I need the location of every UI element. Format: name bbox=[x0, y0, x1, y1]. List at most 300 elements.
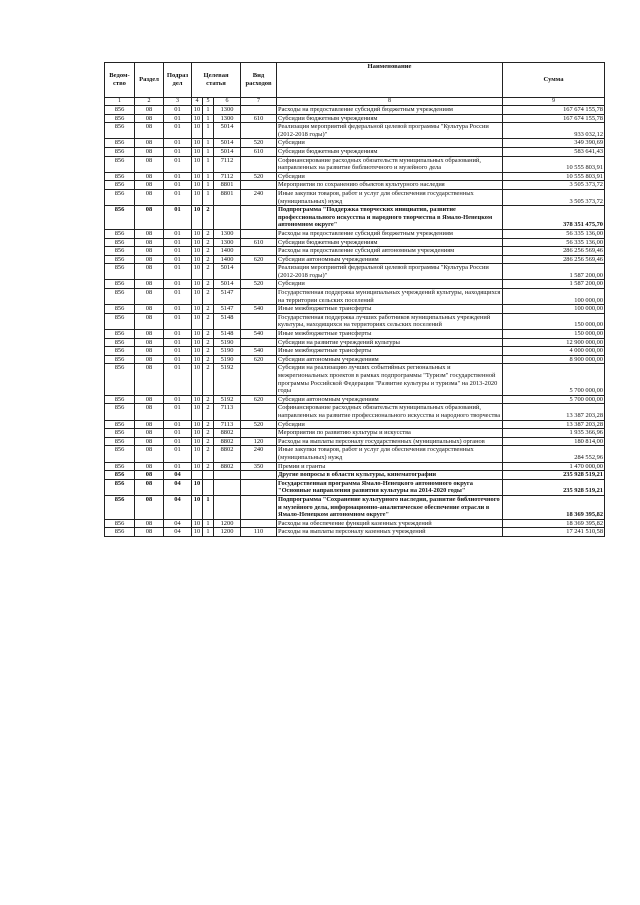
cell-celevaya-c: 5192 bbox=[214, 395, 241, 404]
cell-razdel: 08 bbox=[135, 181, 164, 190]
table-row bbox=[105, 420, 605, 429]
table-row bbox=[105, 264, 605, 280]
cell-celevaya-c: 5014 bbox=[214, 264, 241, 280]
cell-name: Подпрограмма "Сохранение культурного наследия, развитие библиотечного и музейного дела, информационно-аналитическое обеспечение отрасли в Ямало-Ненецком автономном округе" bbox=[277, 495, 503, 519]
cell-celevaya-b: 1 bbox=[203, 106, 214, 115]
cell-vid bbox=[241, 495, 277, 519]
cell-ved: 856 bbox=[105, 189, 135, 205]
cell-name: Субсидии bbox=[277, 139, 503, 148]
cell-sum: 235 928 519,21 bbox=[503, 479, 605, 495]
cell-celevaya-c: 5014 bbox=[214, 147, 241, 156]
table-row bbox=[105, 181, 605, 190]
cell-name: Субсидии бюджетным учреждениям bbox=[277, 238, 503, 247]
cell-podrazdel: 01 bbox=[164, 404, 192, 420]
cell-celevaya-a: 10 bbox=[192, 364, 203, 395]
cell-celevaya-b: 1 bbox=[203, 189, 214, 205]
cell-name: Субсидии на реализацию лучших событийных региональных и межрегиональных проектов в рамках подпрограммы "Туризм" государственной программы Российской Федерации "Развитие культуры и туризма" на 2013-2020 годы bbox=[277, 364, 503, 395]
cell-ved: 856 bbox=[105, 404, 135, 420]
col-number: 8 bbox=[277, 98, 503, 106]
cell-vid bbox=[241, 123, 277, 139]
cell-vid bbox=[241, 181, 277, 190]
cell-ved: 856 bbox=[105, 139, 135, 148]
cell-ved: 856 bbox=[105, 355, 135, 364]
cell-podrazdel: 01 bbox=[164, 147, 192, 156]
table-row bbox=[105, 355, 605, 364]
cell-name: Субсидии bbox=[277, 280, 503, 289]
cell-razdel: 08 bbox=[135, 172, 164, 181]
cell-razdel: 08 bbox=[135, 395, 164, 404]
cell-celevaya-c: 1200 bbox=[214, 528, 241, 537]
cell-celevaya-b: 1 bbox=[203, 172, 214, 181]
cell-name: Субсидии автономным учреждениям bbox=[277, 255, 503, 264]
cell-celevaya-a: 10 bbox=[192, 330, 203, 339]
cell-celevaya-b: 2 bbox=[203, 446, 214, 462]
table-row bbox=[105, 395, 605, 404]
cell-celevaya-b bbox=[203, 479, 214, 495]
header-ved: Ведом-ство bbox=[105, 63, 135, 98]
cell-celevaya-c: 5014 bbox=[214, 280, 241, 289]
cell-celevaya-c bbox=[214, 479, 241, 495]
cell-razdel: 08 bbox=[135, 519, 164, 528]
cell-podrazdel: 01 bbox=[164, 264, 192, 280]
cell-celevaya-b: 2 bbox=[203, 355, 214, 364]
cell-razdel: 08 bbox=[135, 147, 164, 156]
cell-sum: 17 241 510,58 bbox=[503, 528, 605, 537]
cell-name: Государственная поддержка муниципальных учреждений культуры, находящихся на территории сельских поселений bbox=[277, 289, 503, 305]
cell-razdel: 08 bbox=[135, 238, 164, 247]
cell-podrazdel: 01 bbox=[164, 106, 192, 115]
cell-celevaya-c: 5148 bbox=[214, 313, 241, 329]
cell-ved: 856 bbox=[105, 172, 135, 181]
cell-sum: 378 351 475,70 bbox=[503, 206, 605, 230]
cell-celevaya-a: 10 bbox=[192, 313, 203, 329]
cell-vid bbox=[241, 519, 277, 528]
cell-celevaya-b: 2 bbox=[203, 305, 214, 314]
cell-vid bbox=[241, 289, 277, 305]
cell-razdel: 08 bbox=[135, 280, 164, 289]
cell-name: Другие вопросы в области культуры, кинематографии bbox=[277, 471, 503, 480]
table-row bbox=[105, 519, 605, 528]
cell-celevaya-b: 2 bbox=[203, 264, 214, 280]
cell-celevaya-c: 1400 bbox=[214, 255, 241, 264]
cell-celevaya-c bbox=[214, 471, 241, 480]
cell-podrazdel: 01 bbox=[164, 123, 192, 139]
cell-sum: 13 387 203,28 bbox=[503, 420, 605, 429]
budget-table-page bbox=[104, 62, 604, 537]
cell-vid bbox=[241, 404, 277, 420]
cell-podrazdel: 01 bbox=[164, 437, 192, 446]
cell-vid bbox=[241, 264, 277, 280]
cell-vid bbox=[241, 429, 277, 438]
cell-razdel: 08 bbox=[135, 495, 164, 519]
cell-celevaya-b: 2 bbox=[203, 347, 214, 356]
cell-sum: 13 387 203,28 bbox=[503, 404, 605, 420]
cell-podrazdel: 01 bbox=[164, 181, 192, 190]
cell-name: Субсидии автономным учреждениям bbox=[277, 395, 503, 404]
cell-sum: 5 700 000,00 bbox=[503, 395, 605, 404]
table-row bbox=[105, 347, 605, 356]
cell-podrazdel: 01 bbox=[164, 305, 192, 314]
cell-celevaya-c bbox=[214, 495, 241, 519]
cell-podrazdel: 01 bbox=[164, 255, 192, 264]
cell-name: Мероприятия по сохранению объектов культурного наследия bbox=[277, 181, 503, 190]
cell-celevaya-c: 1300 bbox=[214, 106, 241, 115]
table-row bbox=[105, 238, 605, 247]
cell-celevaya-a: 10 bbox=[192, 156, 203, 172]
cell-ved: 856 bbox=[105, 206, 135, 230]
cell-celevaya-a: 10 bbox=[192, 229, 203, 238]
cell-ved: 856 bbox=[105, 181, 135, 190]
table-row bbox=[105, 106, 605, 115]
cell-sum: 150 000,00 bbox=[503, 330, 605, 339]
cell-vid: 620 bbox=[241, 395, 277, 404]
cell-sum: 3 505 373,72 bbox=[503, 181, 605, 190]
cell-celevaya-b: 1 bbox=[203, 519, 214, 528]
cell-razdel: 08 bbox=[135, 330, 164, 339]
cell-ved: 856 bbox=[105, 462, 135, 471]
cell-name: Расходы на предоставление субсидий бюджетным учреждениям bbox=[277, 229, 503, 238]
cell-podrazdel: 01 bbox=[164, 395, 192, 404]
cell-sum: 3 505 373,72 bbox=[503, 189, 605, 205]
cell-celevaya-b: 2 bbox=[203, 338, 214, 347]
cell-celevaya-a: 10 bbox=[192, 147, 203, 156]
cell-celevaya-a: 10 bbox=[192, 305, 203, 314]
cell-sum: 167 674 155,78 bbox=[503, 114, 605, 123]
cell-podrazdel: 04 bbox=[164, 495, 192, 519]
cell-razdel: 08 bbox=[135, 404, 164, 420]
cell-vid: 540 bbox=[241, 330, 277, 339]
cell-sum: 1 587 200,00 bbox=[503, 280, 605, 289]
cell-celevaya-b: 2 bbox=[203, 437, 214, 446]
cell-celevaya-a: 10 bbox=[192, 355, 203, 364]
cell-sum: 18 369 395,82 bbox=[503, 495, 605, 519]
cell-ved: 856 bbox=[105, 229, 135, 238]
cell-celevaya-a: 10 bbox=[192, 429, 203, 438]
cell-ved: 856 bbox=[105, 437, 135, 446]
table-row bbox=[105, 364, 605, 395]
cell-sum: 56 335 136,00 bbox=[503, 229, 605, 238]
cell-ved: 856 bbox=[105, 471, 135, 480]
cell-razdel: 08 bbox=[135, 264, 164, 280]
cell-podrazdel: 04 bbox=[164, 479, 192, 495]
cell-celevaya-c: 5148 bbox=[214, 330, 241, 339]
cell-vid bbox=[241, 229, 277, 238]
cell-celevaya-b: 2 bbox=[203, 229, 214, 238]
cell-celevaya-c: 8802 bbox=[214, 446, 241, 462]
cell-vid: 620 bbox=[241, 255, 277, 264]
cell-ved: 856 bbox=[105, 280, 135, 289]
cell-ved: 856 bbox=[105, 156, 135, 172]
cell-razdel: 08 bbox=[135, 355, 164, 364]
cell-celevaya-a: 10 bbox=[192, 462, 203, 471]
table-row bbox=[105, 528, 605, 537]
cell-sum: 12 900 000,00 bbox=[503, 338, 605, 347]
table-row bbox=[105, 446, 605, 462]
cell-razdel: 08 bbox=[135, 471, 164, 480]
table-row bbox=[105, 247, 605, 256]
cell-sum: 56 335 136,00 bbox=[503, 238, 605, 247]
cell-celevaya-a: 10 bbox=[192, 519, 203, 528]
cell-sum: 150 000,00 bbox=[503, 313, 605, 329]
cell-name: Премии и гранты bbox=[277, 462, 503, 471]
cell-celevaya-a: 10 bbox=[192, 264, 203, 280]
cell-celevaya-b: 2 bbox=[203, 206, 214, 230]
cell-vid: 520 bbox=[241, 280, 277, 289]
cell-celevaya-b: 2 bbox=[203, 420, 214, 429]
cell-razdel: 08 bbox=[135, 255, 164, 264]
cell-sum: 18 369 395,82 bbox=[503, 519, 605, 528]
cell-celevaya-b bbox=[203, 471, 214, 480]
cell-celevaya-a: 10 bbox=[192, 114, 203, 123]
cell-celevaya-c: 1400 bbox=[214, 247, 241, 256]
cell-razdel: 08 bbox=[135, 347, 164, 356]
cell-celevaya-a: 10 bbox=[192, 123, 203, 139]
cell-ved: 856 bbox=[105, 106, 135, 115]
cell-celevaya-b: 2 bbox=[203, 313, 214, 329]
cell-podrazdel: 04 bbox=[164, 528, 192, 537]
cell-name: Реализация мероприятий федеральной целевой программы "Культура России (2012-2018 годы)" bbox=[277, 264, 503, 280]
table-row bbox=[105, 338, 605, 347]
cell-podrazdel: 01 bbox=[164, 206, 192, 230]
cell-sum: 10 555 803,91 bbox=[503, 156, 605, 172]
cell-sum: 100 000,00 bbox=[503, 289, 605, 305]
cell-celevaya-c: 7112 bbox=[214, 156, 241, 172]
cell-celevaya-b: 1 bbox=[203, 139, 214, 148]
cell-celevaya-a bbox=[192, 471, 203, 480]
cell-razdel: 08 bbox=[135, 462, 164, 471]
cell-sum: 286 256 569,46 bbox=[503, 255, 605, 264]
cell-celevaya-a: 10 bbox=[192, 289, 203, 305]
cell-vid: 520 bbox=[241, 172, 277, 181]
cell-podrazdel: 01 bbox=[164, 289, 192, 305]
cell-ved: 856 bbox=[105, 429, 135, 438]
cell-celevaya-c: 5190 bbox=[214, 355, 241, 364]
header-sum: Сумма bbox=[503, 63, 605, 98]
cell-name: Государственная поддержка лучших работников муниципальных учреждений культуры, находящихся на территориях сельских поселений bbox=[277, 313, 503, 329]
cell-podrazdel: 01 bbox=[164, 347, 192, 356]
cell-celevaya-b: 2 bbox=[203, 247, 214, 256]
cell-podrazdel: 01 bbox=[164, 429, 192, 438]
cell-celevaya-c: 5014 bbox=[214, 139, 241, 148]
cell-celevaya-c: 1300 bbox=[214, 238, 241, 247]
cell-name: Иные закупки товаров, работ и услуг для обеспечения государственных (муниципальных) нужд bbox=[277, 446, 503, 462]
table-row bbox=[105, 123, 605, 139]
cell-razdel: 08 bbox=[135, 123, 164, 139]
budget-table bbox=[104, 62, 605, 537]
col-number: 2 bbox=[135, 98, 164, 106]
cell-celevaya-b: 2 bbox=[203, 429, 214, 438]
cell-razdel: 08 bbox=[135, 206, 164, 230]
cell-sum: 5 700 000,00 bbox=[503, 364, 605, 395]
cell-razdel: 08 bbox=[135, 156, 164, 172]
cell-celevaya-b: 2 bbox=[203, 395, 214, 404]
cell-podrazdel: 01 bbox=[164, 238, 192, 247]
cell-celevaya-b: 1 bbox=[203, 156, 214, 172]
cell-name: Расходы на предоставление субсидий бюджетным учреждениям bbox=[277, 106, 503, 115]
cell-name: Иные межбюджетные трансферты bbox=[277, 347, 503, 356]
cell-razdel: 08 bbox=[135, 420, 164, 429]
table-row bbox=[105, 471, 605, 480]
cell-celevaya-a: 10 bbox=[192, 247, 203, 256]
cell-ved: 856 bbox=[105, 338, 135, 347]
table-row bbox=[105, 462, 605, 471]
cell-ved: 856 bbox=[105, 446, 135, 462]
table-row bbox=[105, 495, 605, 519]
cell-ved: 856 bbox=[105, 313, 135, 329]
table-row bbox=[105, 206, 605, 230]
cell-celevaya-a: 10 bbox=[192, 404, 203, 420]
cell-name: Иные межбюджетные трансферты bbox=[277, 330, 503, 339]
cell-sum: 583 641,43 bbox=[503, 147, 605, 156]
cell-podrazdel: 01 bbox=[164, 172, 192, 181]
cell-name: Субсидии на развитие учреждений культуры bbox=[277, 338, 503, 347]
cell-ved: 856 bbox=[105, 364, 135, 395]
table-row bbox=[105, 305, 605, 314]
cell-sum: 100 000,00 bbox=[503, 305, 605, 314]
cell-vid bbox=[241, 471, 277, 480]
cell-celevaya-a: 10 bbox=[192, 420, 203, 429]
cell-name: Софинансирование расходных обязательств муниципальных образований, направленных на развитие библиотечного и музейного дела bbox=[277, 156, 503, 172]
cell-vid: 540 bbox=[241, 347, 277, 356]
table-row bbox=[105, 156, 605, 172]
table-row bbox=[105, 139, 605, 148]
cell-celevaya-a: 10 bbox=[192, 528, 203, 537]
cell-razdel: 08 bbox=[135, 528, 164, 537]
cell-name: Субсидии bbox=[277, 172, 503, 181]
table-row bbox=[105, 330, 605, 339]
cell-celevaya-a: 10 bbox=[192, 139, 203, 148]
cell-ved: 856 bbox=[105, 420, 135, 429]
cell-celevaya-b: 1 bbox=[203, 528, 214, 537]
cell-celevaya-a: 10 bbox=[192, 189, 203, 205]
col-number: 1 bbox=[105, 98, 135, 106]
cell-celevaya-c: 1300 bbox=[214, 114, 241, 123]
cell-razdel: 08 bbox=[135, 247, 164, 256]
cell-name: Расходы на обеспечение функций казенных учреждений bbox=[277, 519, 503, 528]
cell-ved: 856 bbox=[105, 330, 135, 339]
cell-podrazdel: 01 bbox=[164, 355, 192, 364]
cell-name: Расходы на выплаты персоналу казенных учреждений bbox=[277, 528, 503, 537]
table-row bbox=[105, 313, 605, 329]
cell-ved: 856 bbox=[105, 495, 135, 519]
cell-sum: 1 470 000,00 bbox=[503, 462, 605, 471]
cell-podrazdel: 01 bbox=[164, 139, 192, 148]
cell-celevaya-b: 1 bbox=[203, 495, 214, 519]
cell-podrazdel: 01 bbox=[164, 247, 192, 256]
cell-vid: 350 bbox=[241, 462, 277, 471]
cell-celevaya-a: 10 bbox=[192, 181, 203, 190]
cell-celevaya-c: 5192 bbox=[214, 364, 241, 395]
cell-ved: 856 bbox=[105, 289, 135, 305]
cell-celevaya-c bbox=[214, 206, 241, 230]
cell-sum: 349 390,69 bbox=[503, 139, 605, 148]
cell-vid bbox=[241, 338, 277, 347]
column-number-row bbox=[105, 98, 605, 106]
cell-celevaya-b: 1 bbox=[203, 181, 214, 190]
cell-name: Иные межбюджетные трансферты bbox=[277, 305, 503, 314]
table-row bbox=[105, 289, 605, 305]
cell-vid bbox=[241, 106, 277, 115]
cell-podrazdel: 01 bbox=[164, 280, 192, 289]
cell-vid bbox=[241, 206, 277, 230]
cell-podrazdel: 01 bbox=[164, 420, 192, 429]
cell-celevaya-c: 5147 bbox=[214, 305, 241, 314]
cell-vid: 240 bbox=[241, 189, 277, 205]
cell-vid: 120 bbox=[241, 437, 277, 446]
cell-razdel: 08 bbox=[135, 479, 164, 495]
cell-celevaya-c: 7113 bbox=[214, 420, 241, 429]
cell-ved: 856 bbox=[105, 247, 135, 256]
table-row bbox=[105, 189, 605, 205]
cell-podrazdel: 01 bbox=[164, 338, 192, 347]
cell-celevaya-a: 10 bbox=[192, 338, 203, 347]
cell-ved: 856 bbox=[105, 147, 135, 156]
cell-vid bbox=[241, 247, 277, 256]
cell-vid: 240 bbox=[241, 446, 277, 462]
cell-celevaya-a: 10 bbox=[192, 255, 203, 264]
cell-name: Мероприятия по развитию культуры и искусства bbox=[277, 429, 503, 438]
col-number: 9 bbox=[503, 98, 605, 106]
cell-celevaya-c: 8801 bbox=[214, 189, 241, 205]
cell-ved: 856 bbox=[105, 395, 135, 404]
cell-vid: 610 bbox=[241, 238, 277, 247]
cell-celevaya-c: 8802 bbox=[214, 462, 241, 471]
cell-sum: 10 555 803,91 bbox=[503, 172, 605, 181]
cell-vid: 110 bbox=[241, 528, 277, 537]
table-row bbox=[105, 404, 605, 420]
cell-name: Иные закупки товаров, работ и услуг для обеспечения государственных (муниципальных) нужд bbox=[277, 189, 503, 205]
cell-ved: 856 bbox=[105, 519, 135, 528]
cell-razdel: 08 bbox=[135, 305, 164, 314]
cell-celevaya-b: 2 bbox=[203, 462, 214, 471]
table-row bbox=[105, 280, 605, 289]
cell-sum: 933 032,12 bbox=[503, 123, 605, 139]
cell-name: Подпрограмма "Поддержка творческих инициатив, развитие профессионального искусства и народного творчества в Ямало-Ненецком автономном округе" bbox=[277, 206, 503, 230]
table-body bbox=[105, 106, 605, 537]
cell-podrazdel: 01 bbox=[164, 189, 192, 205]
cell-razdel: 08 bbox=[135, 139, 164, 148]
cell-sum: 284 552,96 bbox=[503, 446, 605, 462]
cell-razdel: 08 bbox=[135, 189, 164, 205]
cell-celevaya-a: 10 bbox=[192, 106, 203, 115]
cell-celevaya-b: 2 bbox=[203, 330, 214, 339]
cell-celevaya-a: 10 bbox=[192, 437, 203, 446]
cell-ved: 856 bbox=[105, 255, 135, 264]
cell-name: Реализация мероприятий федеральной целевой программы "Культура России (2012-2018 годы)" bbox=[277, 123, 503, 139]
cell-podrazdel: 01 bbox=[164, 462, 192, 471]
col-number: 5 bbox=[203, 98, 214, 106]
cell-celevaya-b: 2 bbox=[203, 404, 214, 420]
cell-podrazdel: 04 bbox=[164, 519, 192, 528]
table-row bbox=[105, 172, 605, 181]
cell-celevaya-a: 10 bbox=[192, 479, 203, 495]
cell-celevaya-c: 8801 bbox=[214, 181, 241, 190]
cell-razdel: 08 bbox=[135, 437, 164, 446]
col-number: 3 bbox=[164, 98, 192, 106]
cell-celevaya-c: 7112 bbox=[214, 172, 241, 181]
table-row bbox=[105, 147, 605, 156]
cell-name: Государственная программа Ямало-Ненецкого автономного округа "Основные направления развития культуры на 2014-2020 годы" bbox=[277, 479, 503, 495]
cell-ved: 856 bbox=[105, 347, 135, 356]
cell-ved: 856 bbox=[105, 528, 135, 537]
cell-vid: 520 bbox=[241, 420, 277, 429]
cell-razdel: 08 bbox=[135, 364, 164, 395]
cell-celevaya-c: 8802 bbox=[214, 437, 241, 446]
cell-celevaya-c: 5147 bbox=[214, 289, 241, 305]
cell-sum: 167 674 155,78 bbox=[503, 106, 605, 115]
cell-podrazdel: 01 bbox=[164, 446, 192, 462]
cell-vid bbox=[241, 479, 277, 495]
